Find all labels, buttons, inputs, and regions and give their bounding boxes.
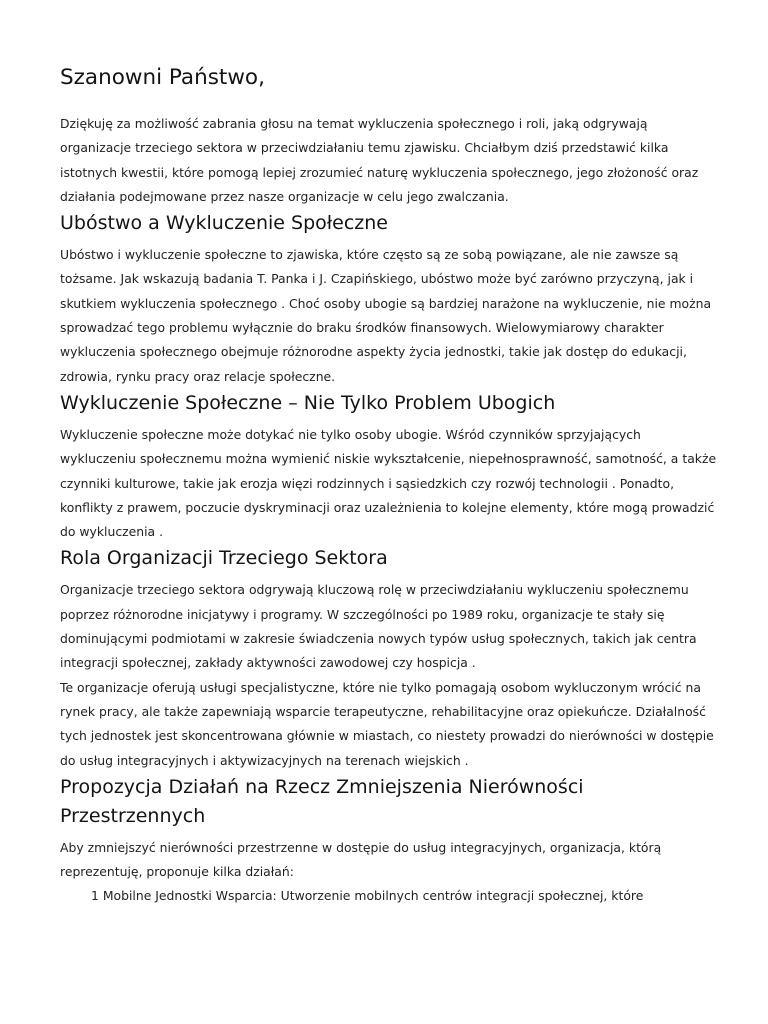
- section-heading: Ubóstwo a Wykluczenie Społeczne: [60, 212, 388, 235]
- section-paragraph: Te organizacje oferują usługi specjalistyczne, które nie tylko pomagają osobom wykluczonym wrócić na rynek pracy, ale także zapewniają wsparcie terapeutyczne, rehabilitacyjne oraz opiekuńcze. Działalność tych jednostek jest skoncentrowana głównie w miastach, co niestety prowadzi do nierówności w dostępie do usług integracyjnych i aktywizacyjnych na terenach wiejskich .: [60, 679, 714, 768]
- intro-paragraph: Dziękuję za możliwość zabrania głosu na temat wykluczenia społecznego i roli, jaką odgrywają organizacje trzeciego sektora w przeciwdziałaniu temu zjawisku. Chciałbym dziś przedstawić kilka istotnych kwestii, które pomogą lepiej zrozumieć naturę wykluczenia społecznego, jego złożoność oraz działania podejmowane przez nasze organizacje w celu jego zwalczania.: [60, 116, 699, 204]
- section-paragraph: Wykluczenie społeczne może dotykać nie tylko osoby ubogie. Wśród czynników sprzyjających wykluczeniu społecznemu można wymienić niskie wykształcenie, niepełnosprawność, samotność, a także czynniki kulturowe, takie jak erozja więzi rodzinnych i sąsiedzkich czy rozwój technologii . Ponadto, konflikty z prawem, poczucie dyskryminacji oraz uzależnienia to kolejne elementy, które mogą prowadzić do wykluczenia .: [60, 426, 717, 540]
- section-heading: Rola Organizacji Trzeciego Sektora: [60, 547, 388, 570]
- section-paragraph: Aby zmniejszyć nierówności przestrzenne w dostępie do usług integracyjnych, organizacja, którą reprezentuję, proponuje kilka działań:: [60, 839, 662, 880]
- section-paragraph: Ubóstwo i wykluczenie społeczne to zjawiska, które często są ze sobą powiązane, ale nie zawsze są tożsame. Jak wskazują badania T. Panka i J. Czapińskiego, ubóstwo może być zarówno przyczyną, jak i skutkiem wykluczenia społecznego . Choć osoby ubogie są bardziej narażone na wykluczenie, nie można sprowadzać tego problemu wyłącznie do braku środków finansowych. Wielowymiarowy charakter wykluczenia społecznego obejmuje różnorodne aspekty życia jednostki, takie jak dostęp do edukacji, zdrowia, rynku pracy oraz relacje społeczne.: [60, 247, 712, 384]
- list-item: 1 Mobilne Jednostki Wsparcia: Utworzenie mobilnych centrów integracji społecznej, które: [91, 888, 644, 904]
- section-heading: Wykluczenie Społeczne – Nie Tylko Problem Ubogich: [60, 391, 556, 414]
- section-paragraph: Organizacje trzeciego sektora odgrywają kluczową rolę w przeciwdziałaniu wykluczeniu społecznemu poprzez różnorodne inicjatywy i programy. W szczególności po 1989 roku, organizacje te stały się dominującymi podmiotami w zakresie świadczenia nowych typów usług społecznych, takich jak centra integracji społecznej, zakłady aktywności zawodowej czy hospicja .: [60, 582, 697, 671]
- document-page: [60, 60, 720, 908]
- section-poverty-exclusion: [60, 209, 720, 389]
- section-heading: Propozycja Działań na Rzecz Zmniejszenia Nierówności Przestrzennych: [60, 775, 584, 827]
- section-not-only-poor: [60, 389, 720, 544]
- section-third-sector-role: [60, 544, 720, 772]
- greeting-heading: Szanowni Państwo,: [60, 65, 265, 90]
- section-proposed-actions: [60, 773, 720, 909]
